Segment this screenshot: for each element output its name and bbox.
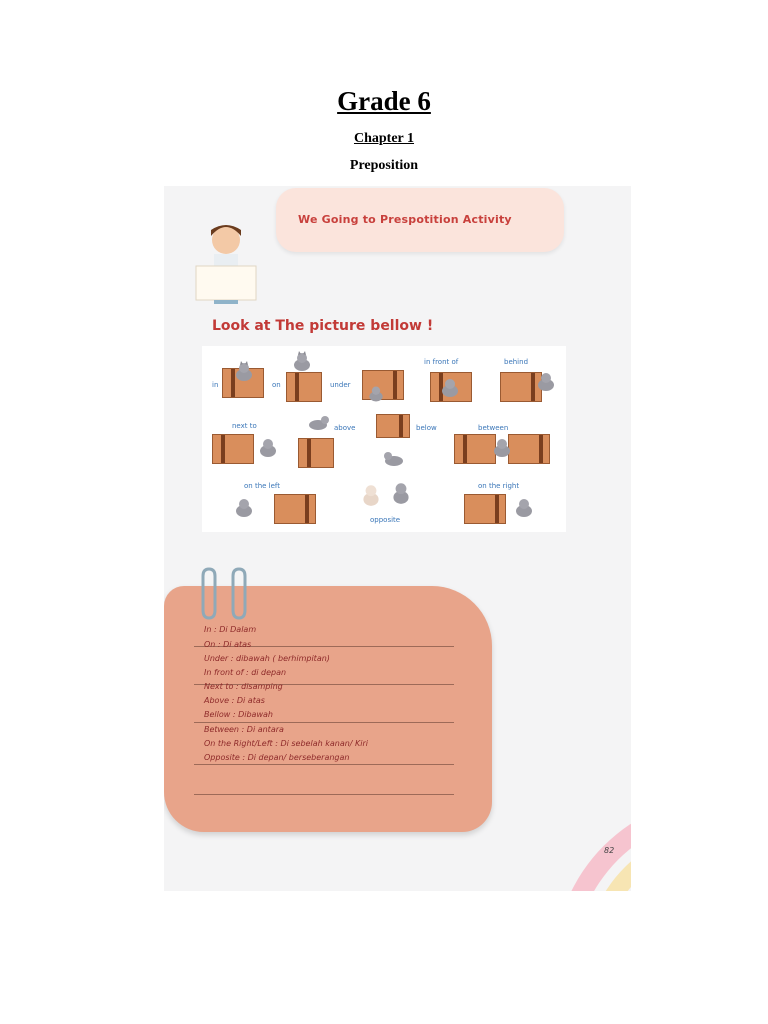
- vocab-item: On : Di atas: [204, 640, 252, 649]
- box-next-to: [212, 434, 254, 464]
- vocab-item: In : Di Dalam: [204, 625, 257, 634]
- paperclip-icon: [198, 566, 220, 624]
- paperclip-icon: [228, 566, 250, 624]
- vocab-item: Between : Di antara: [204, 725, 284, 734]
- cat-icon: [290, 350, 314, 374]
- instruction-heading: Look at The picture bellow !: [212, 318, 434, 334]
- page-number: 82: [604, 846, 615, 855]
- worksheet-image: [164, 186, 631, 891]
- vocab-item: On the Right/Left : Di sebelah kanan/ Kiri: [204, 739, 369, 748]
- label-under: under: [330, 381, 351, 389]
- cat-icon: [256, 436, 280, 460]
- vocab-item: Next to : disamping: [204, 682, 283, 691]
- vocab-item: Bellow : Dibawah: [204, 710, 273, 719]
- vocab-item: Above : Di atas: [204, 696, 265, 705]
- cat-icon: [232, 496, 256, 520]
- label-between: between: [478, 424, 509, 432]
- preposition-picture-panel: [202, 346, 566, 532]
- cat-icon: [534, 370, 558, 394]
- label-behind: behind: [504, 358, 529, 366]
- ruled-line: [194, 764, 454, 765]
- box-between-right: [508, 434, 550, 464]
- box-on-the-right: [464, 494, 506, 524]
- rainbow-decoration: [544, 786, 631, 891]
- label-on: on: [272, 381, 281, 389]
- box-on: [286, 372, 322, 402]
- boy-holding-sign-illustration: [190, 216, 262, 306]
- cat-icon: [358, 480, 384, 510]
- vocab-item: Opposite : Di depan/ berseberangan: [204, 753, 350, 762]
- label-in-front-of: in front of: [424, 358, 459, 366]
- topic-heading: Preposition: [349, 158, 419, 173]
- page-title: Grade 6: [337, 86, 431, 116]
- cat-icon: [388, 476, 414, 510]
- label-on-the-left: on the left: [244, 482, 280, 490]
- activity-banner: [276, 188, 564, 252]
- label-above: above: [334, 424, 356, 432]
- ruled-line: [194, 722, 454, 723]
- cat-icon: [232, 360, 256, 384]
- ruled-line: [194, 794, 454, 795]
- vocab-item: Under : dibawah ( berhimpitan): [204, 654, 330, 663]
- box-below: [376, 414, 410, 438]
- label-opposite: opposite: [370, 516, 401, 524]
- label-next-to: next to: [232, 422, 257, 430]
- cat-icon: [512, 496, 536, 520]
- cat-icon: [490, 436, 514, 460]
- box-on-the-left: [274, 494, 316, 524]
- cat-icon: [302, 410, 334, 434]
- vocab-item: In front of : di depan: [204, 668, 287, 677]
- cat-icon: [366, 384, 386, 404]
- label-in: in: [212, 381, 219, 389]
- banner-title: We Going to Prespotition Activity: [298, 213, 512, 226]
- chapter-heading: Chapter 1: [353, 131, 415, 146]
- label-on-the-right: on the right: [478, 482, 520, 490]
- label-below: below: [416, 424, 437, 432]
- cat-icon: [438, 376, 462, 400]
- box-above: [298, 438, 334, 468]
- cat-icon: [382, 446, 406, 470]
